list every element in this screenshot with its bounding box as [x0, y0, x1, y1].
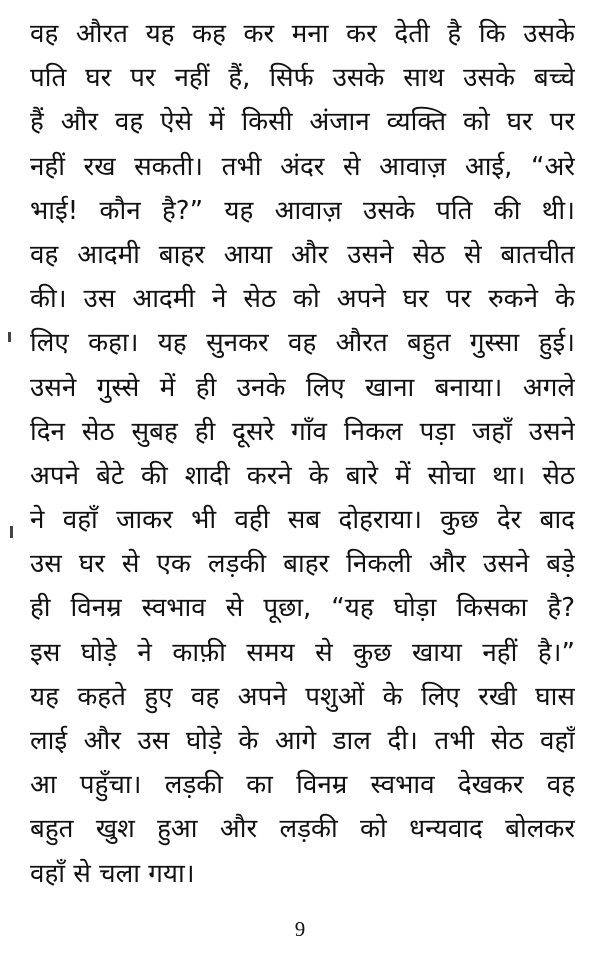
- text-line: लिए कहा। यह सुनकर वह औरत बहुत गुस्सा हुई।: [30, 328, 575, 359]
- text-line: हैं और वह ऐसे में किसी अंजान व्यक्ति को घर पर: [30, 107, 575, 138]
- text-line-last: वहाँ से चला गया।: [30, 858, 195, 889]
- text-line: ही विनम्र स्वभाव से पूछा, “यह घोड़ा किसका है?: [30, 593, 575, 624]
- text-line: दिन सेठ सुबह ही दूसरे गाँव निकल पड़ा जहाँ उसने: [30, 416, 575, 447]
- page-number: 9: [294, 917, 306, 941]
- text-line: वह औरत यह कह कर मना कर देती है कि उसके: [30, 19, 575, 49]
- text-line: वह आदमी बाहर आया और उसने सेठ से बातचीत: [30, 239, 575, 270]
- text-line: पति घर पर नहीं हैं, सिर्फ उसके साथ उसके बच्चे: [30, 63, 575, 94]
- text-line: बहुत खुश हुआ और लड़की को धन्यवाद बोलकर: [30, 814, 575, 845]
- story-paragraph: [30, 12, 575, 896]
- text-line: उस घर से एक लड़की बाहर निकली और उसने बड़े: [30, 549, 575, 580]
- text-line: की। उस आदमी ने सेठ को अपने घर पर रुकने के: [30, 284, 575, 315]
- text-line: यह कहते हुए वह अपने पशुओं के लिए रखी घास: [30, 681, 575, 712]
- text-line: भाई! कौन है?” यह आवाज़ उसके पति की थी।: [30, 195, 575, 226]
- text-line: उसने गुस्से में ही उनके लिए खाना बनाया। अगले: [30, 372, 575, 403]
- scan-mark: [10, 526, 13, 538]
- text-line: अपने बेटे की शादी करने के बारे में सोचा था। सेठ: [30, 460, 575, 491]
- text-line: नहीं रख सकती। तभी अंदर से आवाज़ आई, “अरे: [30, 151, 575, 182]
- text-line: इस घोड़े ने काफ़ी समय से कुछ खाया नहीं है।”: [30, 637, 575, 668]
- scan-mark: [8, 332, 11, 342]
- text-line: ने वहाँ जाकर भी वही सब दोहराया। कुछ देर बाद: [30, 505, 575, 536]
- text-line: लाई और उस घोड़े के आगे डाल दी। तभी सेठ वहाँ: [30, 726, 575, 756]
- text-line: आ पहुँचा। लड़की का विनम्र स्वभाव देखकर वह: [30, 770, 575, 801]
